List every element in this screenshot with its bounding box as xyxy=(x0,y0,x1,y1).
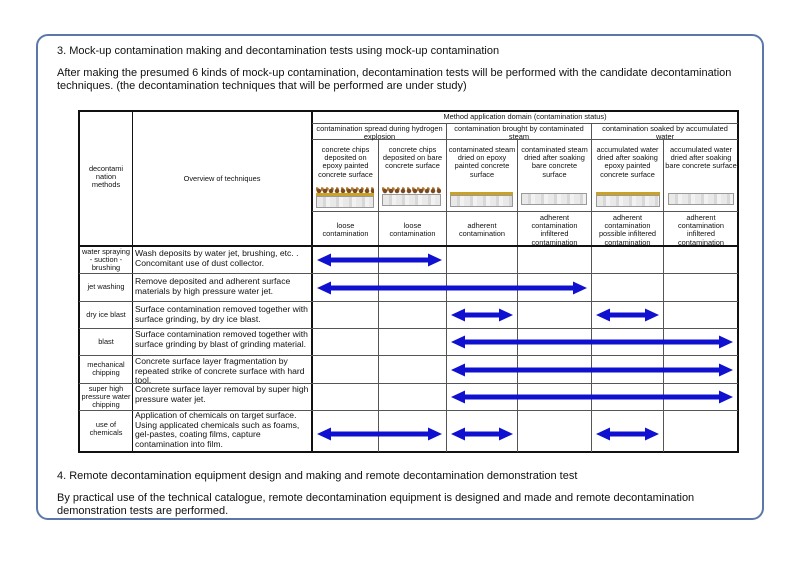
group-header: contamination soaked by accumulated water xyxy=(602,124,728,142)
section4-paragraph: By practical use of the technical catalogue, remote decontamination equipment is designed and made and remote decontamination demonstration tests are performed. xyxy=(57,492,695,517)
method-label: blast xyxy=(98,337,114,346)
method-label: jet washing xyxy=(87,282,125,291)
applicability-arrow xyxy=(451,428,513,441)
applicability-arrow xyxy=(317,428,442,441)
surface-label: concrete chips deposited on bare concrete surface xyxy=(382,145,443,171)
status-label: adherent contamination infiltered contamination xyxy=(677,213,724,247)
surface-label: concrete chips deposited on epoxy painted concrete surface xyxy=(318,145,373,179)
applicability-arrow xyxy=(317,282,587,295)
status-label: adherent contamination possible infiltered contamination xyxy=(598,213,657,247)
method-label: dry ice blast xyxy=(86,310,126,319)
technique-overview: Concrete surface layer fragmentation by repeated strike of concrete surface with hard tool. xyxy=(135,356,305,386)
surface-label: contaminated steam dried on epoxy painted concrete surface xyxy=(448,145,516,179)
method-label: use of chemicals xyxy=(89,420,123,438)
applicability-arrow xyxy=(317,254,442,267)
section3-heading: 3. Mock-up contamination making and decontamination tests using mock-up contamination xyxy=(57,45,500,57)
method-label: water spraying - suction - brushing xyxy=(81,247,131,273)
applicability-arrow xyxy=(451,364,733,377)
technique-overview: Concrete surface layer removal by super high pressure water jet. xyxy=(135,384,309,404)
group-header: contamination spread during hydrogen explosion xyxy=(316,124,443,142)
technique-overview: Surface contamination removed together with surface grinding, by dry ice blast. xyxy=(135,304,308,324)
domain-header: Method application domain (contamination status) xyxy=(443,112,607,121)
surface-label: contaminated steam dried after soaking bare concrete surface xyxy=(521,145,588,179)
technique-overview: Application of chemicals on target surface. Using applicated chemicals such as foams, gel-pastes, coating films, capture contamination into film. xyxy=(135,410,300,449)
status-label: loose contamination xyxy=(389,221,436,239)
overview-column-header: Overview of techniques xyxy=(183,174,261,183)
surface-label: accumulated water dried after soaking epoxy painted concrete surface xyxy=(596,145,659,179)
status-label: loose contamination xyxy=(322,221,369,239)
technique-overview: Wash deposits by water jet, brushing, etc. . Concomitant use of dust collector. xyxy=(135,248,299,268)
status-label: adherent contamination infiltered contamination xyxy=(531,213,578,247)
method-column-header: decontami nation methods xyxy=(88,164,124,190)
section3-paragraph: After making the presumed 6 kinds of mock-up contamination, decontamination tests will be performed with the candidate decontamination techniques. (the decontamination techniques that will be performed are under study) xyxy=(57,67,732,92)
group-header: contamination brought by contaminated steam xyxy=(454,124,584,142)
applicability-arrow xyxy=(451,391,733,404)
technique-overview: Remove deposited and adherent surface materials by high pressure water jet. xyxy=(135,276,291,296)
status-label: adherent contamination xyxy=(458,221,505,239)
technique-overview: Surface contamination removed together with surface grinding by blast of grinding material. xyxy=(135,329,308,349)
applicability-arrow xyxy=(451,309,513,322)
section4-heading: 4. Remote decontamination equipment design and making and remote decontamination demonstration test xyxy=(57,470,578,482)
applicability-arrow xyxy=(596,428,659,441)
surface-label: accumulated water dried after soaking bare concrete surface xyxy=(665,145,737,171)
method-label: mechanical chipping xyxy=(87,360,125,378)
applicability-arrow xyxy=(596,309,659,322)
method-label: super high pressure water chipping xyxy=(81,384,131,410)
applicability-arrow xyxy=(451,336,733,349)
